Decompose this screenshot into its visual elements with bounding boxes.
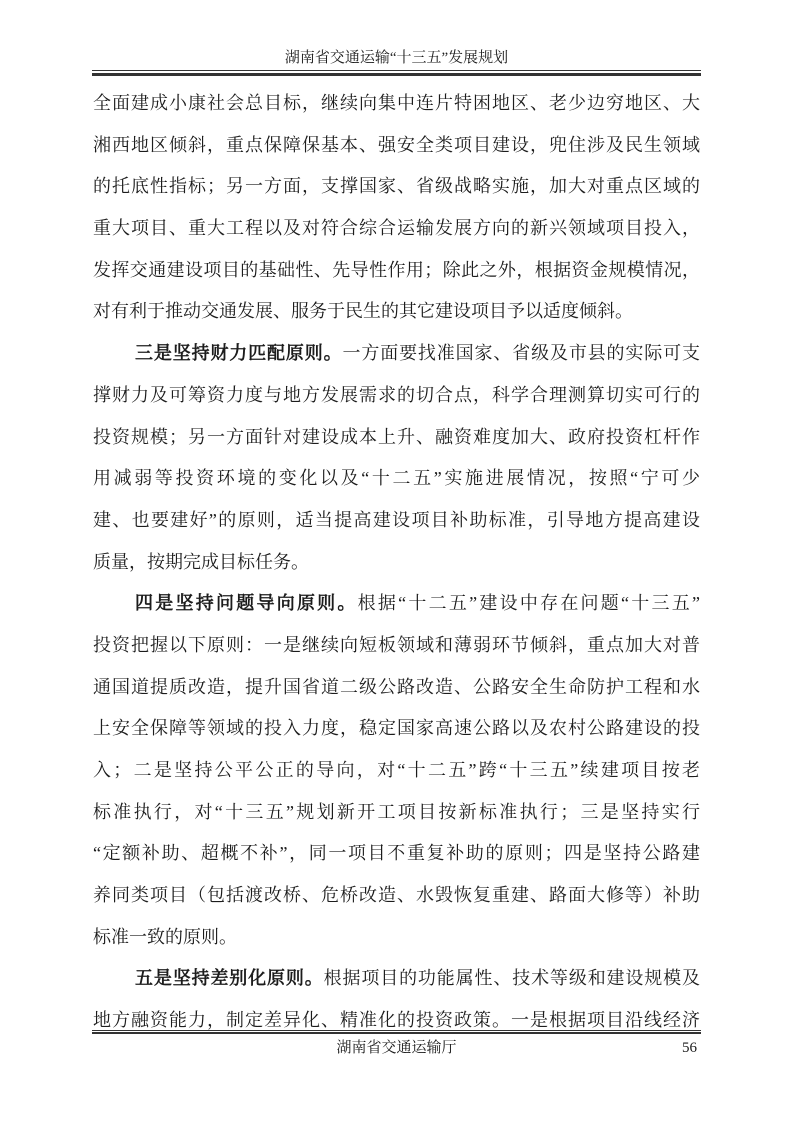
line-text: 根据“十二五”建设中存在问题“十三五” <box>357 593 700 614</box>
header-rule-thick <box>92 73 701 76</box>
paragraph-3-line: “定额补助、超概不补”，同一项目不重复补助的原则；四是坚持公路建 <box>93 843 700 864</box>
paragraph-1-line <box>93 83 700 125</box>
paragraph-3-line: 标准执行，对“十三五”规划新开工项目按新标准执行；三是坚持实行 <box>93 801 700 822</box>
paragraph-1-line: 湘西地区倾斜，重点保障保基本、强安全类项目建设，兜住涉及民生领域 <box>93 134 700 155</box>
paragraph-3-line: 上安全保障等领域的投入力度，稳定国家高速公路以及农村公路建设的投 <box>93 718 700 739</box>
line-text: 根据项目的功能属性、技术等级和建设规模及 <box>323 968 701 989</box>
paragraph-1-line: 对有利于推动交通发展、服务于民生的其它建设项目予以适度倾斜。 <box>93 301 633 322</box>
paragraph-3-line: 通国道提质改造，提升国省道二级公路改造、公路安全生命防护工程和水 <box>93 676 700 697</box>
paragraph-2-line: 投资规模；另一方面针对建设成本上升、融资难度加大、政府投资杠杆作 <box>93 426 700 447</box>
line-text: 一方面要找准国家、省级及市县的实际可支 <box>342 343 700 364</box>
paragraph-3-line: 标准一致的原则。 <box>93 926 237 947</box>
footer-page-number: 56 <box>682 1040 697 1056</box>
paragraph-3-line: 养同类项目（包括渡改桥、危桥改造、水毁恢复重建、路面大修等）补助 <box>93 885 700 906</box>
header-rule-thin <box>92 70 701 71</box>
paragraph-2-lead: 三是坚持财力匹配原则。 <box>135 343 343 364</box>
paragraph-4-lead: 五是坚持差别化原则。 <box>135 968 324 989</box>
paragraph-1-line: 发挥交通建设项目的基础性、先导性作用；除此之外，根据资金规模情况， <box>93 259 700 280</box>
paragraph-2-line: 用减弱等投资环境的变化以及“十二五”实施进展情况，按照“宁可少 <box>93 468 700 489</box>
footer-rule-thick <box>92 1032 701 1034</box>
paragraph-3-line: 投资把握以下原则：一是继续向短板领域和薄弱环节倾斜，重点加大对普 <box>93 634 700 655</box>
document-body <box>93 83 700 1042</box>
footer-rule-thin <box>92 1030 701 1031</box>
paragraph-1-line: 的托底性指标；另一方面，支撑国家、省级战略实施，加大对重点区域的 <box>93 176 700 197</box>
paragraph-3-line: 入；二是坚持公平公正的导向，对“十二五”跨“十三五”续建项目按老 <box>93 760 700 780</box>
paragraph-1-line: 重大项目、重大工程以及对符合综合运输发展方向的新兴领域项目投入， <box>93 218 700 239</box>
paragraph-2-line: 建、也要建好”的原则，适当提高建设项目补助标准，引导地方提高建设 <box>93 509 700 530</box>
footer-organization: 湖南省交通运输厅 <box>336 1040 457 1056</box>
paragraph-2-line: 撑财力及可筹资力度与地方发展需求的切合点，科学合理测算切实可行的 <box>93 384 700 405</box>
paragraph-2-first-line <box>93 333 700 375</box>
paragraph-2-line: 质量，按期完成目标任务。 <box>93 551 309 572</box>
line-text: 全面建成小康社会总目标，继续向集中连片特困地区、老少边穷地区、大 <box>93 93 700 113</box>
paragraph-3-first-line <box>93 583 700 625</box>
header-title: 湖南省交通运输“十三五”发展规划 <box>284 50 509 66</box>
paragraph-3-lead: 四是坚持问题导向原则。 <box>135 593 358 614</box>
paragraph-4-first-line <box>93 958 700 1000</box>
paragraph-4-line: 地方融资能力，制定差异化、精准化的投资政策。一是根据项目沿线经济 <box>93 1010 700 1031</box>
